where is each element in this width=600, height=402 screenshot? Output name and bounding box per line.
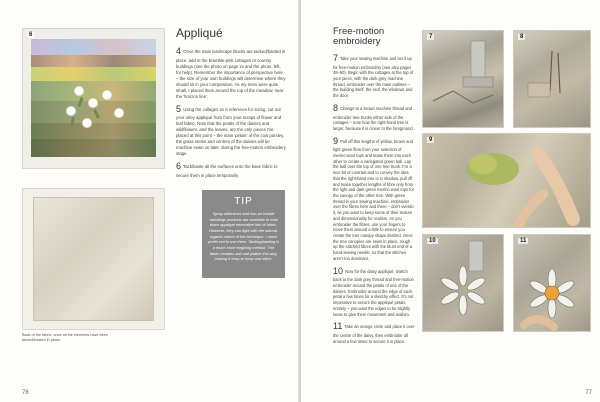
wool-fibre-tree-illustration: [423, 134, 591, 228]
tip-box: [202, 190, 285, 278]
step-number: 6: [176, 161, 182, 172]
left-page: [0, 0, 299, 402]
right-page: [301, 0, 600, 402]
title-line: embroidery: [333, 36, 381, 48]
section-title: [333, 27, 384, 48]
step-paragraph: [333, 135, 415, 262]
step-number: 10: [333, 265, 344, 276]
step-number: 5: [176, 103, 182, 114]
step11-photo: [513, 234, 591, 332]
step9-photo: [422, 133, 591, 228]
step-number: 4: [176, 46, 182, 56]
step-text: Using the collages as a reference for sizing, cut out your orley appliqué from from your scraps of flower and leaf fabric. Note that the petals of the daisies and wildflowers, and the leaves, are the only pieces I've placed at this point – the main 'petals' of the cow parsley, the grass stems and centres of the daisies will be machine sewn on later, during the free-motion embroidery stage.: [176, 106, 286, 157]
daisy-flower: [67, 107, 75, 115]
step-paragraph: [176, 103, 286, 158]
step7-photo: [422, 30, 504, 128]
photo-caption: Back of the fabric: once all the elements have been tacked/basted in place.: [22, 333, 109, 342]
tip-text: Spray adhesives and iron-on fusible webbings products are available to hold down appliqué decorative bits of fabric. However, they can fight with the natural, organic nature of the technique. I much prefer not to use them. Tacking/basting is a much more forgiving method. The fabric remains soft and pliable this way, making it easy to hoop and stitch.: [208, 211, 280, 262]
step-text: Change to a brown machine thread and embroider tree trunks either side of the cottages – note how the right-hand tree is larger, because it is closer to the foreground.: [333, 105, 414, 131]
step-number: 9: [333, 135, 339, 146]
daisy-flower: [75, 87, 83, 95]
sewing-machine-foot-illustration: [423, 31, 504, 128]
daisy-petals-illustration: [423, 235, 504, 332]
field-strip: [31, 81, 156, 101]
steps-column: [333, 52, 415, 347]
photo-label: 7: [429, 34, 433, 40]
daisy-flower: [83, 119, 91, 127]
tip-title: TIP: [234, 196, 253, 207]
photo-label: 9: [429, 137, 433, 143]
step-paragraph: [333, 320, 415, 344]
daisy-flower: [115, 109, 123, 117]
step-number: 7: [333, 53, 339, 63]
page-number: 76: [22, 390, 29, 396]
step-paragraph: [333, 265, 415, 318]
title-line: Free-motion: [333, 26, 385, 37]
daisy-centre-illustration: [514, 235, 591, 332]
fabric-back-photo: [22, 188, 165, 330]
daisy-flower: [103, 91, 111, 99]
step-paragraph: [176, 160, 286, 179]
step-number: 11: [333, 321, 343, 332]
photo-label: 8: [520, 34, 524, 40]
step-paragraph: [333, 102, 415, 132]
step-text: Pull off thin lengths of yellow, brown and light green fibre from your selection of merino wool tops and tease them into each other to create a variegated green ball. Lay the ball over the top of one tree trunk. For a nice bit of contrast and to convey the idea that the right-hand tree is in shadow, pull off and tease together lengths of fibre only from the light and dark green merino wool tops for the canopy of the other tree. With green thread in your sewing machine, embroider over the fibres here and there – don't overdo it, as you want to keep some of their texture and dimensionality for realism. As you embroider the fibres, use your fingers to move them around a little to ensure you create the tree canopy shape desired. Once the tree canopies are sewn in place, rough up the stitched fibres with the blunt end of a hand-sewing needle, so that the stitches aren't too dominant.: [333, 138, 415, 261]
cottage-strip: [31, 55, 156, 67]
foreground-strip: [31, 123, 156, 139]
page-number: 77: [585, 390, 592, 396]
step-text: Take an orange circle and place it over the centre of the daisy, then embroider all around a few times to secure it in place.: [333, 324, 415, 344]
steps-column: [176, 45, 286, 182]
tree-trunk-stitch-illustration: [514, 31, 591, 128]
step-paragraph: [176, 45, 286, 100]
step10-photo: [422, 234, 504, 332]
daisy-flower: [89, 99, 97, 107]
step-text: Take your sewing machine and set it up for free-motion embroidery (see also pages 48–50). Begin with the cottages at the top of your piece, with the dark grey machine thread, embroider over the main outlines – the building itself, the roof, the windows and the door.: [333, 56, 414, 99]
step8-photo: [513, 30, 591, 128]
step-text: Tack/baste all the surfaces onto the base fabric to secure them in place temporarily.: [176, 164, 278, 178]
step-number: 8: [333, 102, 339, 113]
step-paragraph: [333, 52, 415, 99]
fabric-sheet: [33, 197, 154, 321]
step-text: Once the main landscape blocks are tacked/basted in place, add in the bramble-pink cottages or country buildings (see the photo on page xx and the photo, left, for help). Remember the importance of perspective here – the size of your own buildings will determine where they should sit in your composition. As my trees were quite small, I placed them around the top of the meadow, near the 'horizon line'.: [176, 49, 286, 99]
meadow-strip: [31, 67, 156, 81]
sky-strip: [31, 39, 156, 55]
photo-label: 11: [520, 238, 527, 244]
section-title: Appliqué: [176, 26, 223, 40]
bottom-strip: [31, 139, 156, 157]
photo-label: 10: [429, 238, 436, 244]
step-text: Now for the daisy appliqué. Switch back to the dark grey thread and free-motion embroider around the petals of one of the daisies. Embroider around the edge of each petal a few times for a sketchy effect. It's not imperative to secure the appliqué petals entirely – you want the edges to be slightly loose to give them movement and realism.: [333, 268, 414, 317]
collage-photo: [22, 28, 165, 169]
photo-label: 6: [29, 32, 33, 38]
